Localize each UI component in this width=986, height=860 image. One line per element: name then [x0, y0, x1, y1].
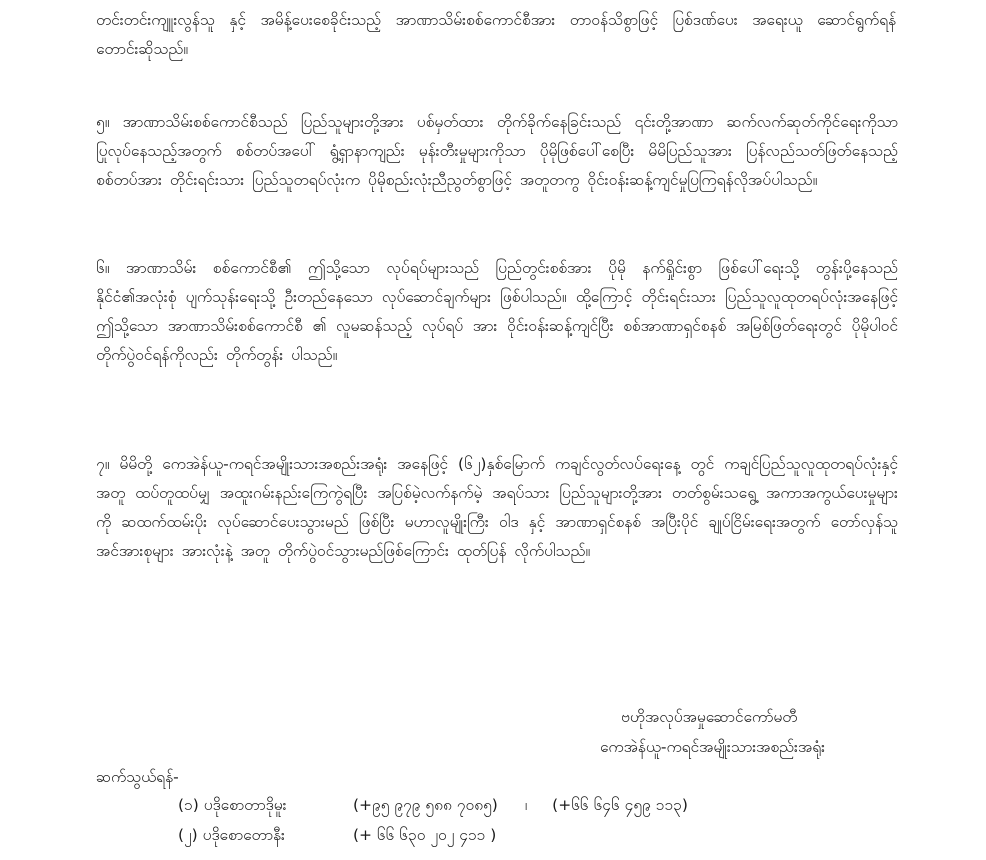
- contact-phone-alt: (+၆၆ ၆၄၆ ၄၅၉ ၁၁၃): [552, 796, 688, 814]
- paragraph-7: ၇။ မိမိတို့ ကေအဲန်ယူ-ကရင်အမျိုးသားအစည်းအရုံး အနေဖြင့် (၆၂)နှစ်မြောက် ကချင်လွတ်လပ်ရေးနေ့ တွင် ကချင်ပြည်သူလူထုတရပ်လုံးနှင့်အတူ ထပ်တူထပ်မျှ အထူးဂမ်းနည်းကြေကွဲရပြီး အပြစ်မဲ့လက်နက်မဲ့ အရပ်သား ပြည်သူများတို့အား တတ်စွမ်းသရွေ့ အကာအကွယ်ပေးမှုများ ကို ဆထက်ထမ်းပိုး လုပ်ဆောင်ပေးသွားမည် ဖြစ်ပြီး မဟာလူမျိုးကြီး ဝါဒ နှင့် အာဏာရှင်စနစ် အပြီးပိုင် ချုပ်ငြိမ်းရေးအတွက် တော်လှန်သူအင်အားစုများ အားလုံးနဲ့ အတူ တိုက်ပွဲဝင်သွားမည်ဖြစ်ကြောင်း ထုတ်ပြန် လိုက်ပါသည်။: [96, 455, 898, 560]
- contact-row: [178, 822, 496, 848]
- contact-name: (၁) ပဒိုစောတာဒိုမူး: [178, 796, 287, 814]
- contact-row: [178, 792, 688, 818]
- contact-label: ဆက်သွယ်ရန်-: [96, 768, 179, 786]
- paragraph-6: ၆။ အာဏာသိမ်း စစ်ကောင်စီ၏ ဤသို့သော လုပ်ရပ်များသည် ပြည်တွင်းစစ်အား ပိုမို နက်ရှိုင်းစွာ ဖြစ်ပေါ်ရေးသို့ တွန်းပို့နေသည် နိုင်ငံ၏အလုံးစုံ ပျက်သုန်းရေးသို့ ဦးတည်နေသော လုပ်ဆောင်ချက်များ ဖြစ်ပါသည်။ ထို့ကြောင့် တိုင်းရင်းသား ပြည်သူလူထုတရပ်လုံးအနေဖြင့် ဤသို့သော အာဏာသိမ်းစစ်ကောင်စီ ၏ လူမဆန်သည့် လုပ်ရပ် အား ဝိုင်းဝန်းဆန့်ကျင်ပြီး စစ်အာဏာရှင်စနစ် အမြစ်ဖြတ်ရေးတွင် ပိုမိုပါဝင်တိုက်ပွဲဝင်ရန်ကိုလည်း တိုက်တွန်း ပါသည်။: [96, 259, 898, 364]
- paragraph-intro: တင်းတင်းကျူးလွန်သူ နှင့် အမိန့်ပေးစေခိုင်းသည့် အာဏာသိမ်းစစ်ကောင်စီအား တာဝန်သိစွာဖြင့် ပြစ်ဒဏ်ပေး အရေးယူ ဆောင်ရွက်ရန် တောင်းဆိုသည်။: [96, 11, 896, 58]
- contact-separator: ၊: [524, 796, 528, 814]
- contact-phone: (+ ၆၆ ၆၃၀ ၂၀၂ ၄၁၁ ): [352, 826, 497, 844]
- signature-committee: ဗဟိုအလုပ်အမှုဆောင်ကော်မတီ: [621, 708, 798, 726]
- signature-organization: ကေအဲန်ယူ-ကရင်အမျိုးသားအစည်းအရုံး: [600, 738, 826, 756]
- contact-phone: (+၉၅ ၉၇၉ ၅၈၈ ၇၀၈၅): [352, 796, 498, 814]
- paragraph-5: ၅။ အာဏာသိမ်းစစ်ကောင်စီသည် ပြည်သူများတို့အား ပစ်မှတ်ထား တိုက်ခိုက်နေခြင်းသည် ၎င်းတို့အာဏာ ဆက်လက်ဆုတ်ကိုင်ရေးကိုသာ ပြုလုပ်နေသည့်အတွက် စစ်တပ်အပေါ် ရွံ့ရှာနာကျည်း မုန်းတီးမှုများကိုသာ ပိုမိုဖြစ်ပေါ်စေပြီး မိမိပြည်သူအား ပြန်လည်သတ်ဖြတ်နေသည့် စစ်တပ်အား တိုင်းရင်းသား ပြည်သူတရပ်လုံးက ပိုမိုစည်းလုံးညီညွတ်စွာဖြင့် အတူတကွ ဝိုင်းဝန်းဆန့်ကျင်မှုပြကြရန်လိုအပ်ပါသည်။: [96, 113, 898, 189]
- contact-name: (၂) ပဒိုစောတောနီး: [178, 826, 285, 844]
